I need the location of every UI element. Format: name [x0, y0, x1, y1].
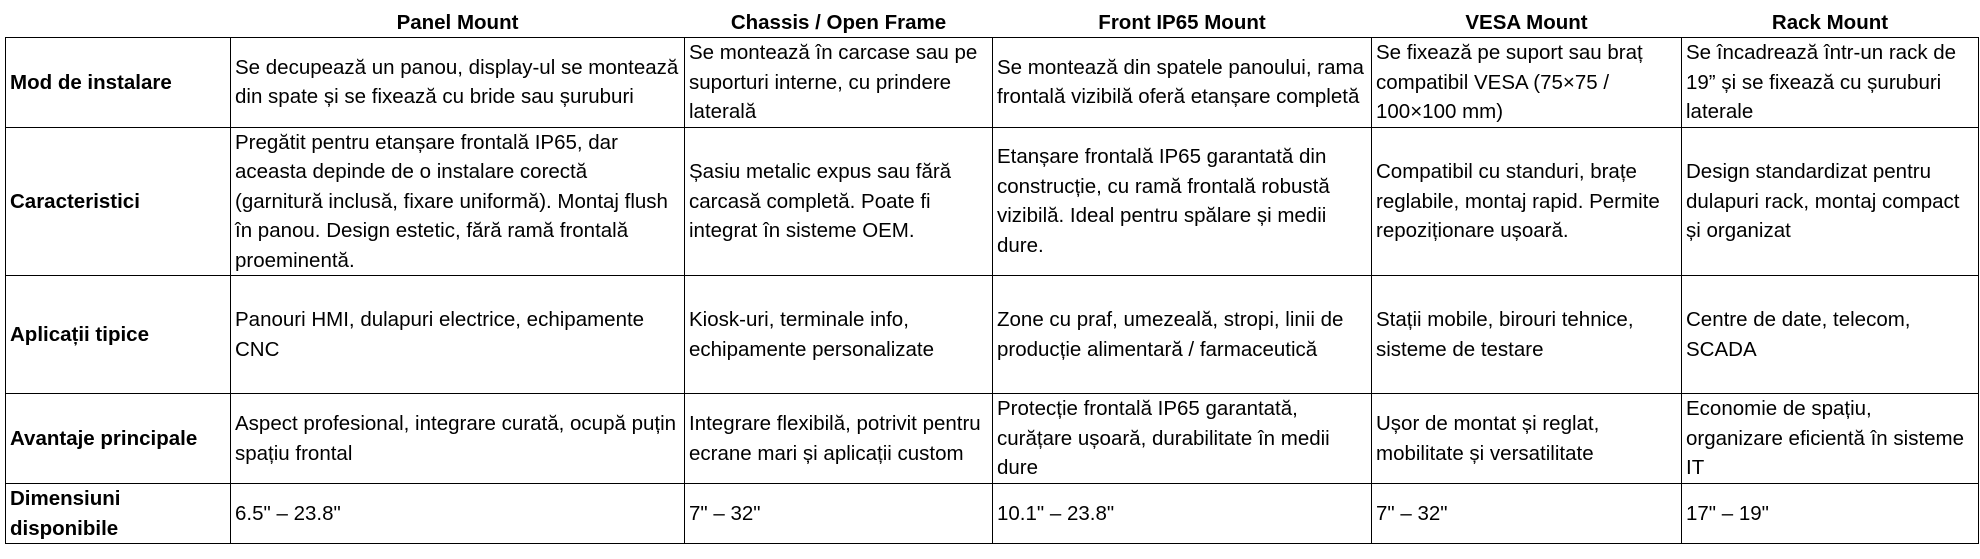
table-cell: Ușor de montat și reglat, mobilitate și versatilitate — [1372, 394, 1682, 484]
table-cell: Stații mobile, birouri tehnice, sisteme de testare — [1372, 276, 1682, 394]
table-row-aplicatii-tipice — [6, 276, 1979, 394]
table-cell: Centre de date, telecom, SCADA — [1682, 276, 1979, 394]
row-label: Avantaje principale — [6, 394, 231, 484]
table-cell: 7" – 32" — [685, 484, 993, 544]
table-cell: Kiosk-uri, terminale info, echipamente personalizate — [685, 276, 993, 394]
table-cell: Integrare flexibilă, potrivit pentru ecrane mari și aplicații custom — [685, 394, 993, 484]
column-header-vesa-mount: VESA Mount — [1372, 9, 1682, 38]
row-label: Caracteristici — [6, 127, 231, 276]
table-row-mod-de-instalare — [6, 38, 1979, 128]
table-cell: Compatibil cu standuri, brațe reglabile, montaj rapid. Permite repoziționare ușoară. — [1372, 127, 1682, 276]
table-cell: Se încadrează într-un rack de 19” și se fixează cu șuruburi laterale — [1682, 38, 1979, 128]
table-cell: Panouri HMI, dulapuri electrice, echipamente CNC — [231, 276, 685, 394]
column-header-chassis-open-frame: Chassis / Open Frame — [685, 9, 993, 38]
table-cell: 6.5" – 23.8" — [231, 484, 685, 544]
table-row-dimensiuni-disponibile — [6, 484, 1979, 544]
table-cell: 7" – 32" — [1372, 484, 1682, 544]
table-cell: 17" – 19" — [1682, 484, 1979, 544]
table-cell: Se montează din spatele panoului, rama frontală vizibilă oferă etanșare completă — [993, 38, 1372, 128]
table-cell: Design standardizat pentru dulapuri rack, montaj compact și organizat — [1682, 127, 1979, 276]
header-row — [6, 9, 1979, 38]
table-cell: Pregătit pentru etanșare frontală IP65, dar aceasta depinde de o instalare corectă (garnitură inclusă, fixare uniformă). Montaj flush în panou. Design estetic, fără ramă frontală proeminentă. — [231, 127, 685, 276]
table-cell: Zone cu praf, umezeală, stropi, linii de producție alimentară / farmaceutică — [993, 276, 1372, 394]
table-row-avantaje-principale — [6, 394, 1979, 484]
column-header-rack-mount: Rack Mount — [1682, 9, 1979, 38]
table-cell: Șasiu metalic expus sau fără carcasă completă. Poate fi integrat în sisteme OEM. — [685, 127, 993, 276]
table-cell: Aspect profesional, integrare curată, ocupă puțin spațiu frontal — [231, 394, 685, 484]
table-cell: Se fixează pe suport sau braț compatibil VESA (75×75 / 100×100 mm) — [1372, 38, 1682, 128]
table-row-caracteristici — [6, 127, 1979, 276]
row-label: Mod de instalare — [6, 38, 231, 128]
corner-cell — [6, 9, 231, 38]
table-cell: 10.1" – 23.8" — [993, 484, 1372, 544]
row-label: Aplicații tipice — [6, 276, 231, 394]
table-cell: Economie de spațiu, organizare eficientă în sisteme IT — [1682, 394, 1979, 484]
column-header-panel-mount: Panel Mount — [231, 9, 685, 38]
table-cell: Se montează în carcase sau pe suporturi interne, cu prindere laterală — [685, 38, 993, 128]
table-cell: Etanșare frontală IP65 garantată din construcție, cu ramă frontală robustă vizibilă. Ideal pentru spălare și medii dure. — [993, 127, 1372, 276]
row-label: Dimensiuni disponibile — [6, 484, 231, 544]
table-cell: Se decupează un panou, display-ul se montează din spate și se fixează cu bride sau șuruburi — [231, 38, 685, 128]
table-cell: Protecție frontală IP65 garantată, curățare ușoară, durabilitate în medii dure — [993, 394, 1372, 484]
mount-comparison-table — [5, 9, 1979, 544]
column-header-front-ip65-mount: Front IP65 Mount — [993, 9, 1372, 38]
